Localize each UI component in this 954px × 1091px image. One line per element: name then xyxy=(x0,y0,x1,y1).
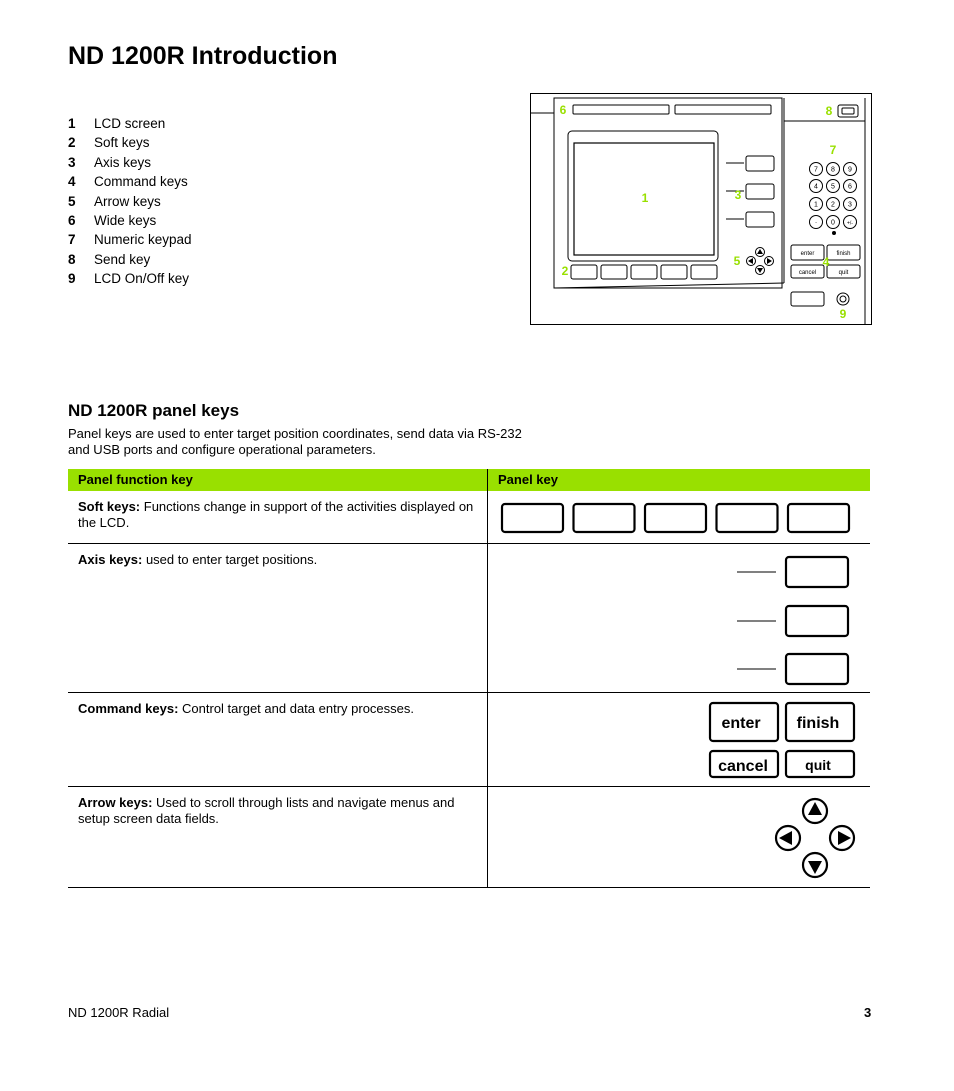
legend-label: Numeric keypad xyxy=(94,232,192,248)
legend-label: Send key xyxy=(94,251,151,267)
legend-item xyxy=(68,192,192,211)
cancel-key-label: cancel xyxy=(798,270,817,276)
callout-2: 2 xyxy=(561,264,569,278)
row-description xyxy=(68,491,487,543)
quit-label: quit xyxy=(805,757,831,773)
finish-label: finish xyxy=(796,715,840,732)
row-desc: Used to scroll through lists and navigate menus and setup screen data fields. xyxy=(78,795,455,826)
header-panel-key: Panel key xyxy=(487,469,870,491)
row-desc: used to enter target positions. xyxy=(142,552,318,567)
section-title: ND 1200R panel keys xyxy=(68,401,240,420)
soft-key xyxy=(571,265,597,279)
row-key-illustration xyxy=(487,544,870,692)
soft-key xyxy=(601,265,627,279)
legend-number: 2 xyxy=(68,135,76,151)
keypad-key-label: 8 xyxy=(831,166,835,174)
soft-key xyxy=(717,504,778,532)
legend-item xyxy=(68,250,192,269)
contrast-icon xyxy=(832,231,836,235)
soft-key xyxy=(645,504,706,532)
arrow-keys-illustration xyxy=(488,787,871,888)
axis-key xyxy=(746,156,774,171)
device-front-panel-diagram xyxy=(530,93,872,325)
callout-3: 3 xyxy=(734,188,742,202)
keypad-key-label: 1 xyxy=(814,201,818,209)
section-intro: Panel keys are used to enter target position coordinates, send data via RS-232 and USB ports and configure operational parameters. xyxy=(68,426,522,457)
keypad-key-label: 9 xyxy=(848,166,852,174)
callout-7: 7 xyxy=(829,143,837,157)
legend-label: Axis keys xyxy=(94,154,152,170)
callout-6: 6 xyxy=(559,103,567,117)
legend-label: LCD screen xyxy=(94,116,166,131)
legend-item xyxy=(68,269,192,288)
row-key-illustration xyxy=(487,693,870,786)
soft-keys-illustration xyxy=(488,491,871,544)
page-title: ND 1200R Introduction xyxy=(68,42,338,70)
row-term: Command keys: xyxy=(78,701,179,716)
legend-item xyxy=(68,133,192,152)
table-row xyxy=(68,544,870,693)
legend-number: 9 xyxy=(68,271,76,287)
legend-number: 8 xyxy=(68,251,76,267)
soft-key xyxy=(691,265,717,279)
callout-9: 9 xyxy=(839,307,847,321)
row-desc: Control target and data entry processes. xyxy=(178,701,414,716)
legend-number: 4 xyxy=(68,174,76,190)
table-header xyxy=(68,469,870,491)
callout-5: 5 xyxy=(733,254,741,268)
legend-item xyxy=(68,211,192,230)
soft-key xyxy=(661,265,687,279)
enter-key-label: enter xyxy=(800,251,815,257)
keypad-key-label: 6 xyxy=(848,183,852,191)
row-desc: Functions change in support of the activities displayed on the LCD. xyxy=(78,499,474,530)
table-row xyxy=(68,693,870,787)
axis-keys-illustration xyxy=(488,544,871,693)
soft-key xyxy=(631,265,657,279)
bottom-key xyxy=(791,292,824,306)
axis-key xyxy=(786,557,848,587)
wide-key xyxy=(675,105,771,114)
axis-key xyxy=(786,654,848,684)
row-term: Arrow keys: xyxy=(78,795,153,810)
send-key xyxy=(838,105,858,117)
lcd-on-off-key xyxy=(837,293,849,305)
keypad-key-label: 7 xyxy=(814,166,818,174)
keypad-key-label: 5 xyxy=(831,183,835,191)
row-term: Axis keys: xyxy=(78,552,143,567)
legend-item xyxy=(68,230,192,249)
legend-label: Arrow keys xyxy=(94,193,161,209)
row-key-illustration xyxy=(487,787,870,887)
axis-key xyxy=(746,184,774,199)
callout-4: 4 xyxy=(822,255,830,269)
keypad-key-label: 2 xyxy=(831,201,835,209)
soft-key xyxy=(574,504,635,532)
row-description xyxy=(68,693,487,786)
wide-key xyxy=(573,105,669,114)
legend-label: Command keys xyxy=(94,174,188,190)
callout-8: 8 xyxy=(825,104,833,118)
legend-number: 1 xyxy=(68,116,76,131)
cancel-label: cancel xyxy=(718,758,768,775)
legend-item xyxy=(68,114,192,133)
enter-label: enter xyxy=(721,715,761,732)
keypad-key-label: 3 xyxy=(848,201,852,209)
row-description xyxy=(68,544,487,692)
component-legend xyxy=(68,114,192,289)
row-description xyxy=(68,787,487,887)
footer-document-name: ND 1200R Radial xyxy=(68,1005,170,1020)
finish-key-label: finish xyxy=(836,251,851,257)
keypad-key-label: · xyxy=(814,219,818,227)
callout-1: 1 xyxy=(641,191,649,205)
legend-number: 5 xyxy=(68,193,76,209)
table-row xyxy=(68,491,870,544)
command-keys-illustration xyxy=(488,693,871,787)
panel-keys-table xyxy=(68,469,870,888)
keypad-key-label: 4 xyxy=(814,183,818,191)
legend-label: Soft keys xyxy=(94,135,150,151)
table-row xyxy=(68,787,870,888)
legend-number: 7 xyxy=(68,232,76,248)
legend-label: LCD On/Off key xyxy=(94,271,190,287)
legend-item xyxy=(68,153,192,172)
keypad-key-label: 0 xyxy=(831,219,835,227)
footer-page-number: 3 xyxy=(864,1005,872,1020)
numeric-keypad xyxy=(810,163,857,229)
quit-key-label: quit xyxy=(838,270,849,276)
soft-key xyxy=(788,504,849,532)
keypad-key-label: +/- xyxy=(847,220,853,227)
soft-key xyxy=(502,504,563,532)
legend-item xyxy=(68,172,192,191)
header-panel-function-key: Panel function key xyxy=(78,472,193,487)
axis-key xyxy=(746,212,774,227)
legend-label: Wide keys xyxy=(94,212,157,228)
legend-number: 3 xyxy=(68,154,76,170)
row-key-illustration xyxy=(487,491,870,543)
row-term: Soft keys: xyxy=(78,499,141,514)
legend-number: 6 xyxy=(68,212,76,228)
axis-key xyxy=(786,606,848,636)
